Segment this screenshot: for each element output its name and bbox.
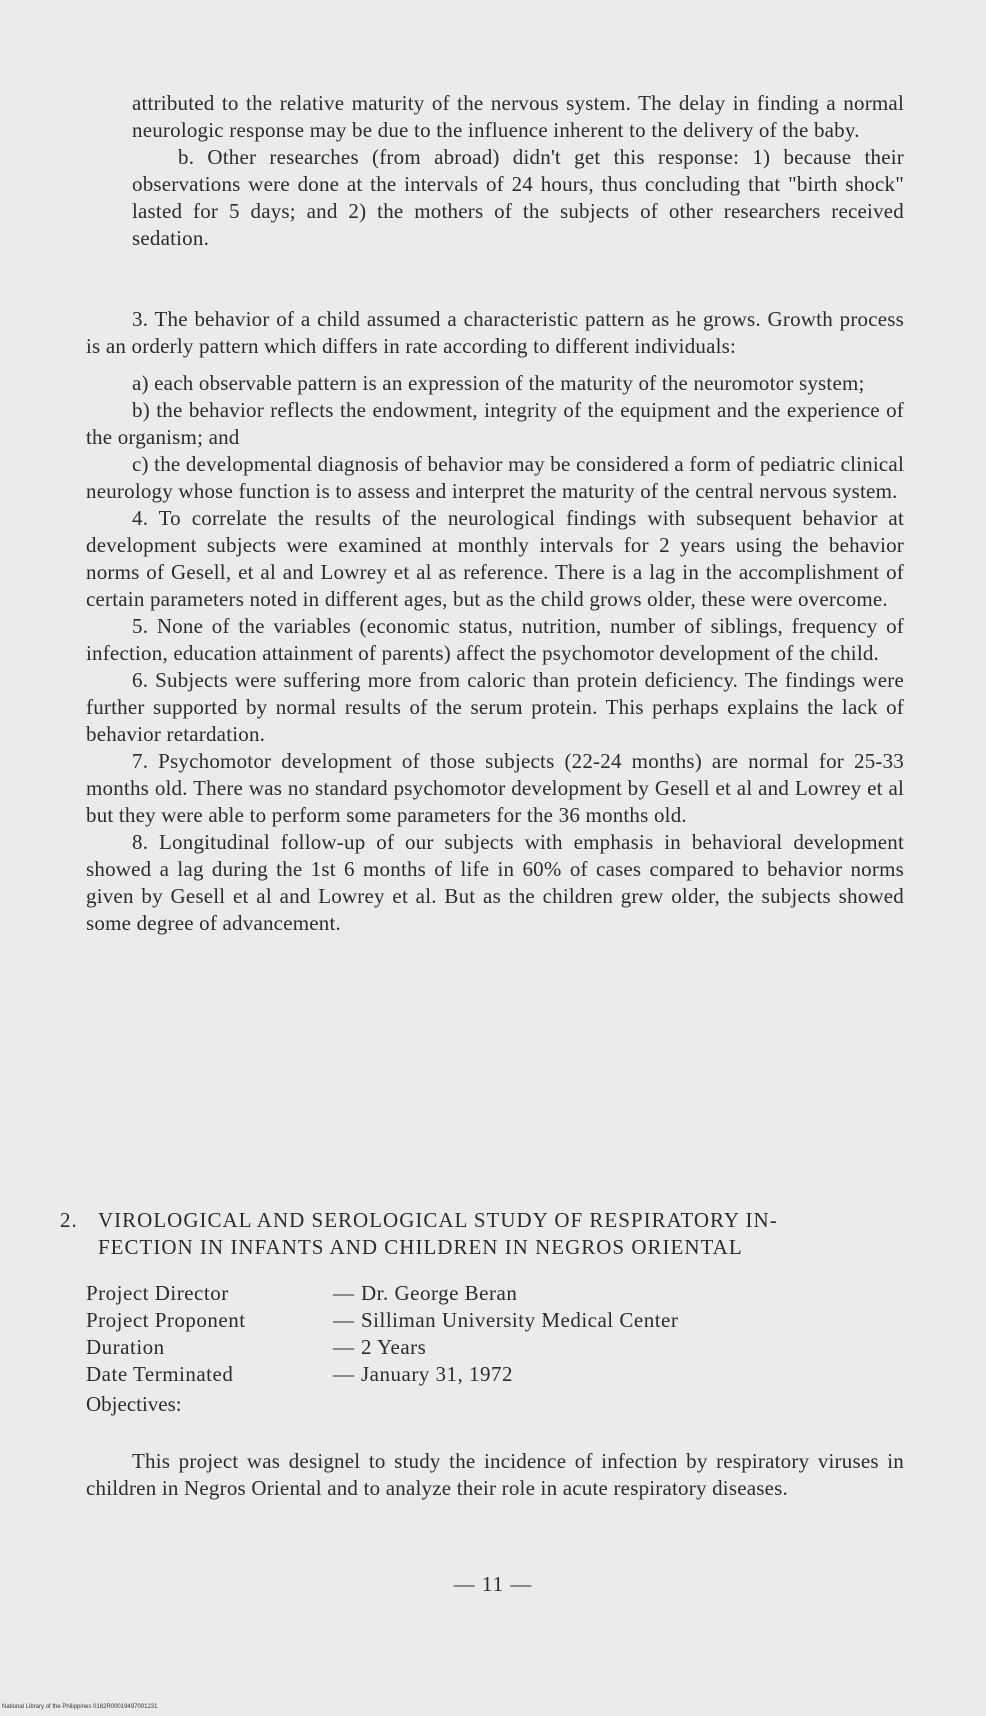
meta-label: Duration bbox=[86, 1335, 165, 1359]
scan-footer: National Library of the Philippines 0162R00019497001231 bbox=[2, 1704, 158, 1710]
intro-block bbox=[132, 90, 904, 252]
objectives-label: Objectives: bbox=[86, 1392, 182, 1416]
page-number: — 11 — bbox=[453, 1572, 533, 1596]
section-number: 2. bbox=[60, 1208, 78, 1232]
meta-dash: — bbox=[333, 1281, 355, 1305]
meta-label: Project Director bbox=[86, 1281, 229, 1305]
finding-item-5: 5. None of the variables (economic status, nutrition, number of siblings, frequency of infection, education attainment of parents) affect the psychomotor development of the child. bbox=[86, 614, 904, 665]
meta-value: January 31, 1972 bbox=[361, 1362, 514, 1386]
intro-paragraph-1: attributed to the relative maturity of the nervous system. The delay in finding a normal neurologic response may be due to the influence inherent to the delivery of the baby. bbox=[132, 91, 904, 142]
section-title-line-2: FECTION IN INFANTS AND CHILDREN IN NEGROS ORIENTAL bbox=[98, 1235, 743, 1259]
finding-item-3c: c) the developmental diagnosis of behavior may be considered a form of pediatric clinical neurology whose function is to assess and interpret the maturity of the central nervous system. bbox=[86, 452, 904, 503]
finding-item-3: 3. The behavior of a child assumed a characteristic pattern as he grows. Growth process is an orderly pattern which differs in rate according to different individuals: bbox=[86, 307, 904, 358]
meta-row bbox=[86, 1280, 678, 1307]
findings-block bbox=[86, 306, 904, 937]
finding-item-8: 8. Longitudinal follow-up of our subjects with emphasis in behavioral development showed a lag during the 1st 6 months of life in 60% of cases compared to behavior norms given by Gesell et al and Lowrey et al. But as the children grew older, the subjects showed some degree of advancement. bbox=[86, 830, 904, 935]
meta-row bbox=[86, 1334, 678, 1361]
finding-item-4: 4. To correlate the results of the neurological findings with subsequent behavior at development subjects were examined at monthly intervals for 2 years using the behavior norms of Gesell, et al and Lowrey et al as reference. There is a lag in the accomplishment of certain parameters noted in different ages, but as the child grows older, these were overcome. bbox=[86, 506, 904, 611]
objectives-text: This project was designel to study the incidence of infection by respiratory viruses in children in Negros Oriental and to analyze their role in acute respiratory diseases. bbox=[86, 1449, 904, 1500]
project-meta bbox=[86, 1280, 678, 1388]
section-heading bbox=[60, 1207, 920, 1261]
meta-row bbox=[86, 1307, 678, 1334]
finding-item-6: 6. Subjects were suffering more from caloric than protein deficiency. The findings were further supported by normal results of the serum protein. This perhaps explains the lack of behavior retardation. bbox=[86, 668, 904, 746]
meta-value: 2 Years bbox=[361, 1335, 427, 1359]
meta-row bbox=[86, 1361, 678, 1388]
section-title-line-1: VIROLOGICAL AND SEROLOGICAL STUDY OF RESPIRATORY IN- bbox=[98, 1208, 778, 1232]
finding-item-3a: a) each observable pattern is an expression of the maturity of the neuromotor system; bbox=[132, 371, 865, 395]
meta-dash: — bbox=[333, 1362, 355, 1386]
finding-item-3b: b) the behavior reflects the endowment, integrity of the equipment and the experience of the organism; and bbox=[86, 398, 904, 449]
meta-label: Project Proponent bbox=[86, 1308, 246, 1332]
intro-paragraph-2: b. Other researches (from abroad) didn't get this response: 1) because their observations were done at the intervals of 24 hours, thus concluding that "birth shock" lasted for 5 days; and 2) the mothers of the subjects of other researchers received sedation. bbox=[132, 145, 904, 250]
meta-dash: — bbox=[333, 1308, 355, 1332]
meta-value: Silliman University Medical Center bbox=[361, 1308, 679, 1332]
finding-item-7: 7. Psychomotor development of those subjects (22-24 months) are normal for 25-33 months old. There was no standard psychomotor development by Gesell et al and Lowrey et al but they were able to perform some parameters for the 36 months old. bbox=[86, 749, 904, 827]
meta-dash: — bbox=[333, 1335, 355, 1359]
meta-label: Date Terminated bbox=[86, 1362, 234, 1386]
meta-value: Dr. George Beran bbox=[361, 1281, 518, 1305]
